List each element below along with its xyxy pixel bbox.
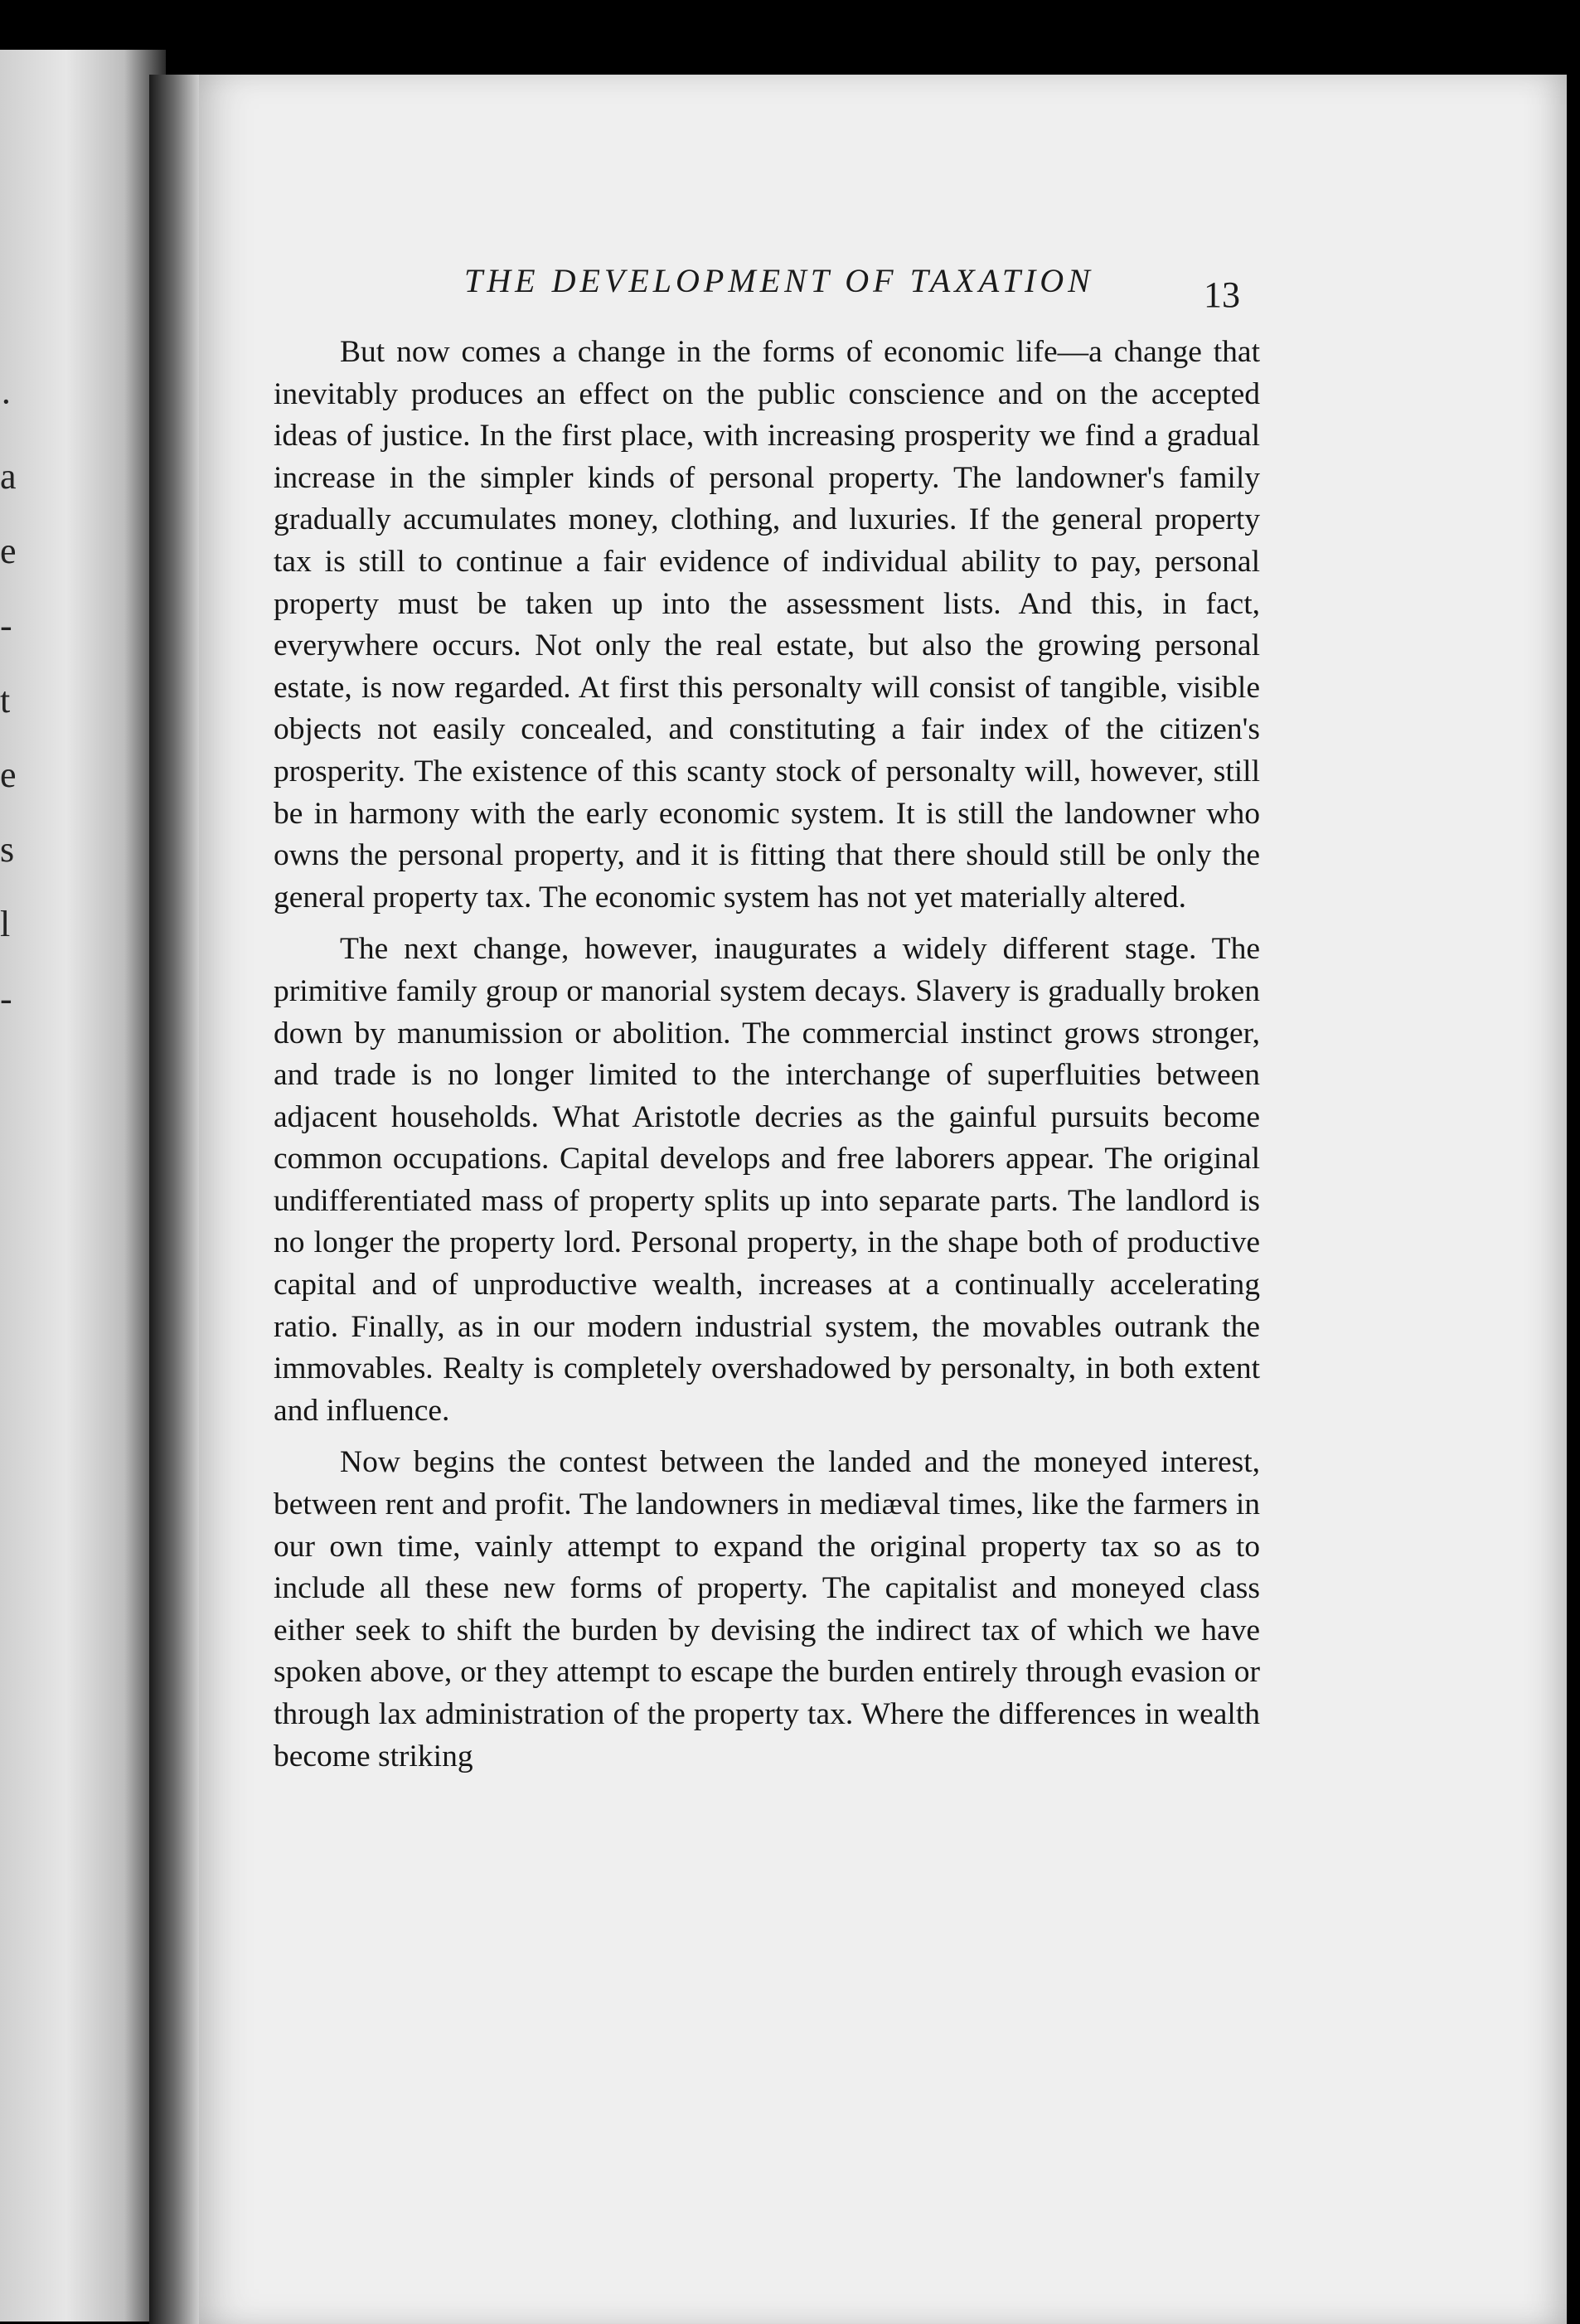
facing-fragment: e	[0, 531, 17, 571]
facing-fragment: -	[0, 978, 12, 1019]
facing-fragment: -	[0, 605, 12, 646]
body-text	[274, 332, 1260, 1778]
paragraph: Now begins the contest between the landed and the moneyed interest, between rent and profit. The landowners in mediæval times, like the farmers in our own time, vainly attempt to expand the original property tax so as to include all these new forms of property. The capitalist and moneyed class either seek to shift the burden by devising the indirect tax of which we have spoken above, or they attempt to escape the burden entirely through evasion or through lax administration of the property tax. Where the differences in wealth become striking	[274, 1445, 1260, 1773]
facing-fragment: ·	[0, 381, 12, 422]
paragraph: The next change, however, inaugurates a widely different stage. The primitive family group or manorial system decays. Slavery is gradually broken down by manumission or abolition. The commercial instinct grows stronger, and trade is no longer limited to the interchange of superfluities between adjacent households. What Aristotle decries as the gainful pursuits become common occupations. Capital develops and free laborers appear. The original undifferentiated mass of property splits up into separate parts. The landlord is no longer the property lord. Personal property, in the shape both of productive capital and of unproductive wealth, increases at a continually accelerating ratio. Finally, as in our modern industrial system, the movables outrank the immovables. Realty is completely overshadowed by personalty, in both extent and influence.	[274, 932, 1260, 1428]
facing-fragment: l	[0, 904, 11, 944]
running-head: THE DEVELOPMENT OF TAXATION	[464, 262, 1094, 299]
facing-fragment: e	[0, 754, 17, 795]
paragraph: But now comes a change in the forms of economic life—a change that inevitably produces an effect on the public conscience and on the accepted ideas of justice. In the first place, with increasing prosperity we find a gradual increase in the simpler kinds of personal property. The landowner's family gradually accumulates money, clothing, and luxuries. If the general property tax is still to continue a fair evidence of individual ability to pay, personal property must be taken up into the assessment lists. And this, in fact, everywhere occurs. Not only the real estate, but also the growing personal estate, is now regarded. At first this personalty will consist of tangible, visible objects not easily concealed, and constituting a fair index of the citizen's prosperity. The existence of this scanty stock of personalty will, however, still be in harmony with the early economic system. It is still the landowner who owns the personal property, and it is fitting that there should still be only the general property tax. The economic system has not yet materially altered.	[274, 335, 1260, 915]
facing-page-text-fragments	[0, 365, 33, 1036]
facing-fragment: a	[0, 456, 17, 497]
facing-page-edge	[0, 50, 166, 2322]
page-number: 13	[1204, 274, 1240, 315]
book-gutter	[149, 75, 199, 2324]
facing-fragment: s	[0, 829, 15, 870]
facing-fragment: t	[0, 680, 11, 720]
